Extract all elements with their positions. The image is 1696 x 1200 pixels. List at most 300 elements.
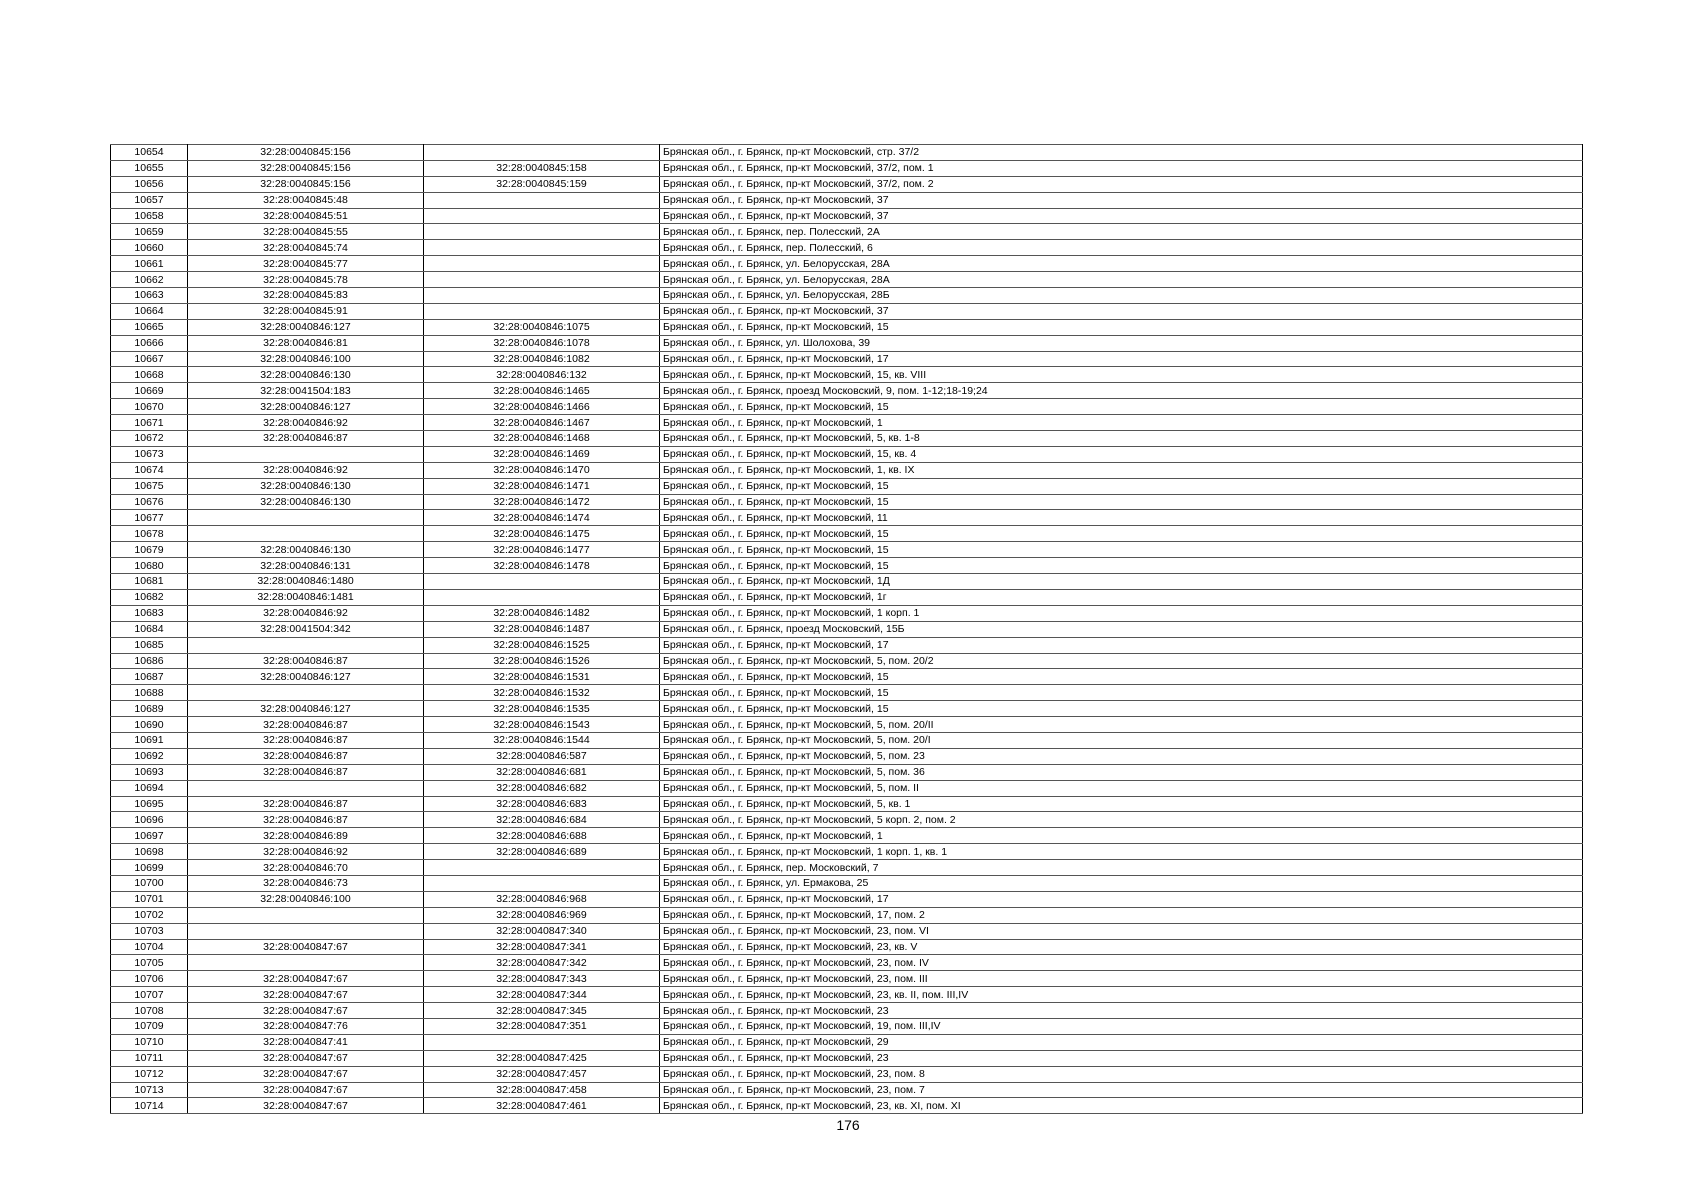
table-row — [111, 780, 1583, 796]
address-cell: Брянская обл., г. Брянск, проезд Московский, 15Б — [660, 621, 1583, 637]
table-row — [111, 621, 1583, 637]
address-cell: Брянская обл., г. Брянск, пр-кт Московский, 23, пом. 8 — [660, 1066, 1583, 1082]
address-cell: Брянская обл., г. Брянск, пр-кт Московский, 37 — [660, 192, 1583, 208]
table-row — [111, 574, 1583, 590]
object-cadastral-number-cell: 32:28:0040846:1475 — [424, 526, 660, 542]
land-cadastral-number-cell: 32:28:0040847:67 — [188, 1082, 424, 1098]
row-number-cell: 10710 — [111, 1034, 188, 1050]
object-cadastral-number-cell: 32:28:0040846:1531 — [424, 669, 660, 685]
row-number-cell: 10691 — [111, 732, 188, 748]
land-cadastral-number-cell: 32:28:0040845:78 — [188, 272, 424, 288]
row-number-cell: 10671 — [111, 415, 188, 431]
table-row — [111, 335, 1583, 351]
object-cadastral-number-cell: 32:28:0040847:344 — [424, 987, 660, 1003]
table-row — [111, 446, 1583, 462]
land-cadastral-number-cell: 32:28:0040847:67 — [188, 987, 424, 1003]
address-cell: Брянская обл., г. Брянск, ул. Белорусская, 28А — [660, 256, 1583, 272]
object-cadastral-number-cell: 32:28:0040846:1532 — [424, 685, 660, 701]
object-cadastral-number-cell: 32:28:0040846:1477 — [424, 542, 660, 558]
address-cell: Брянская обл., г. Брянск, пр-кт Московский, 15 — [660, 399, 1583, 415]
land-cadastral-number-cell: 32:28:0040846:1480 — [188, 574, 424, 590]
row-number-cell: 10707 — [111, 987, 188, 1003]
address-cell: Брянская обл., г. Брянск, пр-кт Московский, 15 — [660, 542, 1583, 558]
table-row — [111, 717, 1583, 733]
land-cadastral-number-cell: 32:28:0040846:87 — [188, 717, 424, 733]
table-body — [111, 145, 1583, 1114]
object-cadastral-number-cell: 32:28:0040847:340 — [424, 923, 660, 939]
land-cadastral-number-cell — [188, 780, 424, 796]
object-cadastral-number-cell: 32:28:0040847:342 — [424, 955, 660, 971]
address-cell: Брянская обл., г. Брянск, ул. Белорусская, 28Б — [660, 288, 1583, 304]
row-number-cell: 10665 — [111, 319, 188, 335]
row-number-cell: 10679 — [111, 542, 188, 558]
land-cadastral-number-cell — [188, 923, 424, 939]
address-cell: Брянская обл., г. Брянск, ул. Белорусская, 28А — [660, 272, 1583, 288]
table-row — [111, 510, 1583, 526]
object-cadastral-number-cell: 32:28:0040846:1469 — [424, 446, 660, 462]
land-cadastral-number-cell: 32:28:0040846:87 — [188, 748, 424, 764]
table-row — [111, 939, 1583, 955]
object-cadastral-number-cell: 32:28:0040846:1472 — [424, 494, 660, 510]
address-cell: Брянская обл., г. Брянск, пр-кт Московский, 15, кв. VIII — [660, 367, 1583, 383]
table-row — [111, 605, 1583, 621]
table-row — [111, 288, 1583, 304]
address-cell: Брянская обл., г. Брянск, пр-кт Московский, 19, пом. III,IV — [660, 1018, 1583, 1034]
address-cell: Брянская обл., г. Брянск, пр-кт Московский, 17 — [660, 891, 1583, 907]
object-cadastral-number-cell: 32:28:0040846:1487 — [424, 621, 660, 637]
object-cadastral-number-cell — [424, 224, 660, 240]
row-number-cell: 10705 — [111, 955, 188, 971]
object-cadastral-number-cell — [424, 192, 660, 208]
table-row — [111, 462, 1583, 478]
land-cadastral-number-cell: 32:28:0040847:76 — [188, 1018, 424, 1034]
object-cadastral-number-cell — [424, 303, 660, 319]
table-row — [111, 1066, 1583, 1082]
land-cadastral-number-cell: 32:28:0040845:91 — [188, 303, 424, 319]
land-cadastral-number-cell: 32:28:0040846:130 — [188, 542, 424, 558]
address-cell: Брянская обл., г. Брянск, пр-кт Московский, 15 — [660, 526, 1583, 542]
object-cadastral-number-cell — [424, 256, 660, 272]
row-number-cell: 10684 — [111, 621, 188, 637]
address-cell: Брянская обл., г. Брянск, пр-кт Московский, 1Д — [660, 574, 1583, 590]
object-cadastral-number-cell: 32:28:0040846:1543 — [424, 717, 660, 733]
table-row — [111, 1018, 1583, 1034]
row-number-cell: 10660 — [111, 240, 188, 256]
row-number-cell: 10689 — [111, 701, 188, 717]
row-number-cell: 10714 — [111, 1098, 188, 1114]
address-cell: Брянская обл., г. Брянск, пер. Полесский, 2А — [660, 224, 1583, 240]
land-cadastral-number-cell: 32:28:0040846:1481 — [188, 589, 424, 605]
land-cadastral-number-cell: 32:28:0040845:55 — [188, 224, 424, 240]
address-cell: Брянская обл., г. Брянск, пр-кт Московский, 1 — [660, 828, 1583, 844]
address-cell: Брянская обл., г. Брянск, пр-кт Московский, 15 — [660, 558, 1583, 574]
table-row — [111, 812, 1583, 828]
row-number-cell: 10695 — [111, 796, 188, 812]
object-cadastral-number-cell: 32:28:0040847:341 — [424, 939, 660, 955]
table-row — [111, 494, 1583, 510]
row-number-cell: 10702 — [111, 907, 188, 923]
row-number-cell: 10667 — [111, 351, 188, 367]
land-cadastral-number-cell: 32:28:0040846:87 — [188, 796, 424, 812]
row-number-cell: 10675 — [111, 478, 188, 494]
land-cadastral-number-cell: 32:28:0040845:77 — [188, 256, 424, 272]
address-cell: Брянская обл., г. Брянск, пр-кт Московский, 1 — [660, 415, 1583, 431]
cadastral-table — [110, 144, 1583, 1114]
address-cell: Брянская обл., г. Брянск, пр-кт Московский, 5, кв. 1-8 — [660, 431, 1583, 447]
object-cadastral-number-cell — [424, 860, 660, 876]
land-cadastral-number-cell: 32:28:0040846:87 — [188, 653, 424, 669]
address-cell: Брянская обл., г. Брянск, ул. Шолохова, 39 — [660, 335, 1583, 351]
row-number-cell: 10678 — [111, 526, 188, 542]
object-cadastral-number-cell: 32:28:0040847:458 — [424, 1082, 660, 1098]
row-number-cell: 10655 — [111, 160, 188, 176]
land-cadastral-number-cell: 32:28:0040846:87 — [188, 812, 424, 828]
object-cadastral-number-cell: 32:28:0040847:461 — [424, 1098, 660, 1114]
land-cadastral-number-cell: 32:28:0040846:87 — [188, 764, 424, 780]
land-cadastral-number-cell: 32:28:0040846:100 — [188, 351, 424, 367]
object-cadastral-number-cell: 32:28:0040846:689 — [424, 844, 660, 860]
land-cadastral-number-cell: 32:28:0040845:156 — [188, 160, 424, 176]
table-row — [111, 526, 1583, 542]
object-cadastral-number-cell: 32:28:0040846:1082 — [424, 351, 660, 367]
row-number-cell: 10663 — [111, 288, 188, 304]
table-row — [111, 748, 1583, 764]
address-cell: Брянская обл., г. Брянск, пр-кт Московский, 11 — [660, 510, 1583, 526]
table-row — [111, 558, 1583, 574]
row-number-cell: 10693 — [111, 764, 188, 780]
row-number-cell: 10701 — [111, 891, 188, 907]
table-row — [111, 1034, 1583, 1050]
land-cadastral-number-cell: 32:28:0040846:127 — [188, 669, 424, 685]
land-cadastral-number-cell: 32:28:0040847:67 — [188, 1050, 424, 1066]
object-cadastral-number-cell: 32:28:0040846:1465 — [424, 383, 660, 399]
object-cadastral-number-cell: 32:28:0040846:1468 — [424, 431, 660, 447]
row-number-cell: 10673 — [111, 446, 188, 462]
row-number-cell: 10711 — [111, 1050, 188, 1066]
address-cell: Брянская обл., г. Брянск, пр-кт Московский, 23, пом. IV — [660, 955, 1583, 971]
row-number-cell: 10659 — [111, 224, 188, 240]
land-cadastral-number-cell: 32:28:0040846:73 — [188, 875, 424, 891]
row-number-cell: 10654 — [111, 145, 188, 161]
object-cadastral-number-cell: 32:28:0040846:1526 — [424, 653, 660, 669]
land-cadastral-number-cell: 32:28:0040846:89 — [188, 828, 424, 844]
object-cadastral-number-cell: 32:28:0040846:968 — [424, 891, 660, 907]
land-cadastral-number-cell: 32:28:0040847:67 — [188, 1003, 424, 1019]
address-cell: Брянская обл., г. Брянск, пр-кт Московский, 5, пом. 36 — [660, 764, 1583, 780]
address-cell: Брянская обл., г. Брянск, пр-кт Московский, 23 — [660, 1050, 1583, 1066]
object-cadastral-number-cell: 32:28:0040846:683 — [424, 796, 660, 812]
address-cell: Брянская обл., г. Брянск, пр-кт Московский, 23, кв. V — [660, 939, 1583, 955]
row-number-cell: 10699 — [111, 860, 188, 876]
table-row — [111, 478, 1583, 494]
table-row — [111, 637, 1583, 653]
address-cell: Брянская обл., г. Брянск, пр-кт Московский, 5, пом. II — [660, 780, 1583, 796]
table-row — [111, 208, 1583, 224]
object-cadastral-number-cell: 32:28:0040846:1544 — [424, 732, 660, 748]
object-cadastral-number-cell: 32:28:0040846:1470 — [424, 462, 660, 478]
land-cadastral-number-cell: 32:28:0040846:131 — [188, 558, 424, 574]
address-cell: Брянская обл., г. Брянск, пр-кт Московский, 1 корп. 1 — [660, 605, 1583, 621]
row-number-cell: 10704 — [111, 939, 188, 955]
row-number-cell: 10703 — [111, 923, 188, 939]
row-number-cell: 10672 — [111, 431, 188, 447]
row-number-cell: 10706 — [111, 971, 188, 987]
table-row — [111, 860, 1583, 876]
row-number-cell: 10709 — [111, 1018, 188, 1034]
row-number-cell: 10674 — [111, 462, 188, 478]
address-cell: Брянская обл., г. Брянск, проезд Московский, 9, пом. 1-12;18-19;24 — [660, 383, 1583, 399]
row-number-cell: 10677 — [111, 510, 188, 526]
land-cadastral-number-cell — [188, 446, 424, 462]
land-cadastral-number-cell: 32:28:0041504:342 — [188, 621, 424, 637]
table-row — [111, 589, 1583, 605]
table-row — [111, 351, 1583, 367]
land-cadastral-number-cell — [188, 685, 424, 701]
address-cell: Брянская обл., г. Брянск, пр-кт Московский, 5, пом. 20/I — [660, 732, 1583, 748]
address-cell: Брянская обл., г. Брянск, пр-кт Московский, 37 — [660, 208, 1583, 224]
land-cadastral-number-cell: 32:28:0040845:83 — [188, 288, 424, 304]
row-number-cell: 10682 — [111, 589, 188, 605]
object-cadastral-number-cell: 32:28:0040846:1478 — [424, 558, 660, 574]
row-number-cell: 10713 — [111, 1082, 188, 1098]
land-cadastral-number-cell: 32:28:0040846:87 — [188, 431, 424, 447]
table-row — [111, 319, 1583, 335]
address-cell: Брянская обл., г. Брянск, пр-кт Московский, 15 — [660, 319, 1583, 335]
table-row — [111, 701, 1583, 717]
object-cadastral-number-cell — [424, 1034, 660, 1050]
object-cadastral-number-cell: 32:28:0040846:1474 — [424, 510, 660, 526]
object-cadastral-number-cell: 32:28:0040846:1471 — [424, 478, 660, 494]
object-cadastral-number-cell — [424, 288, 660, 304]
object-cadastral-number-cell: 32:28:0040846:688 — [424, 828, 660, 844]
row-number-cell: 10686 — [111, 653, 188, 669]
table-row — [111, 367, 1583, 383]
address-cell: Брянская обл., г. Брянск, пр-кт Московский, 23, кв. XI, пом. XI — [660, 1098, 1583, 1114]
land-cadastral-number-cell: 32:28:0040846:81 — [188, 335, 424, 351]
address-cell: Брянская обл., г. Брянск, пр-кт Московский, 37/2, пом. 2 — [660, 176, 1583, 192]
row-number-cell: 10681 — [111, 574, 188, 590]
land-cadastral-number-cell: 32:28:0040846:127 — [188, 701, 424, 717]
address-cell: Брянская обл., г. Брянск, пр-кт Московский, 15, кв. 4 — [660, 446, 1583, 462]
land-cadastral-number-cell: 32:28:0040847:41 — [188, 1034, 424, 1050]
table-row — [111, 764, 1583, 780]
address-cell: Брянская обл., г. Брянск, пр-кт Московский, 23, пом. III — [660, 971, 1583, 987]
address-cell: Брянская обл., г. Брянск, пр-кт Московский, стр. 37/2 — [660, 145, 1583, 161]
row-number-cell: 10668 — [111, 367, 188, 383]
address-cell: Брянская обл., г. Брянск, пр-кт Московский, 15 — [660, 669, 1583, 685]
object-cadastral-number-cell: 32:28:0040846:969 — [424, 907, 660, 923]
land-cadastral-number-cell — [188, 637, 424, 653]
row-number-cell: 10700 — [111, 875, 188, 891]
table-row — [111, 272, 1583, 288]
address-cell: Брянская обл., г. Брянск, пр-кт Московский, 17 — [660, 637, 1583, 653]
object-cadastral-number-cell — [424, 208, 660, 224]
land-cadastral-number-cell: 32:28:0040846:92 — [188, 605, 424, 621]
table-row — [111, 145, 1583, 161]
row-number-cell: 10690 — [111, 717, 188, 733]
address-cell: Брянская обл., г. Брянск, ул. Ермакова, 25 — [660, 875, 1583, 891]
table-row — [111, 796, 1583, 812]
row-number-cell: 10683 — [111, 605, 188, 621]
object-cadastral-number-cell: 32:28:0040846:1535 — [424, 701, 660, 717]
row-number-cell: 10694 — [111, 780, 188, 796]
table-row — [111, 891, 1583, 907]
land-cadastral-number-cell: 32:28:0040846:92 — [188, 844, 424, 860]
address-cell: Брянская обл., г. Брянск, пр-кт Московский, 23, кв. II, пом. III,IV — [660, 987, 1583, 1003]
address-cell: Брянская обл., г. Брянск, пр-кт Московский, 37/2, пом. 1 — [660, 160, 1583, 176]
row-number-cell: 10666 — [111, 335, 188, 351]
address-cell: Брянская обл., г. Брянск, пр-кт Московский, 17, пом. 2 — [660, 907, 1583, 923]
table-row — [111, 303, 1583, 319]
address-cell: Брянская обл., г. Брянск, пр-кт Московский, 17 — [660, 351, 1583, 367]
land-cadastral-number-cell: 32:28:0040846:130 — [188, 367, 424, 383]
table-row — [111, 1050, 1583, 1066]
object-cadastral-number-cell: 32:28:0040846:1467 — [424, 415, 660, 431]
table-row — [111, 732, 1583, 748]
address-cell: Брянская обл., г. Брянск, пр-кт Московский, 23, пом. VI — [660, 923, 1583, 939]
land-cadastral-number-cell: 32:28:0040845:156 — [188, 176, 424, 192]
table-row — [111, 383, 1583, 399]
row-number-cell: 10680 — [111, 558, 188, 574]
address-cell: Брянская обл., г. Брянск, пер. Полесский, 6 — [660, 240, 1583, 256]
row-number-cell: 10696 — [111, 812, 188, 828]
land-cadastral-number-cell: 32:28:0040846:92 — [188, 415, 424, 431]
table-row — [111, 907, 1583, 923]
address-cell: Брянская обл., г. Брянск, пр-кт Московский, 23, пом. 7 — [660, 1082, 1583, 1098]
table-row — [111, 240, 1583, 256]
table-row — [111, 844, 1583, 860]
page-number: 176 — [836, 1117, 860, 1133]
row-number-cell: 10685 — [111, 637, 188, 653]
table-row — [111, 1098, 1583, 1114]
object-cadastral-number-cell — [424, 875, 660, 891]
object-cadastral-number-cell — [424, 589, 660, 605]
land-cadastral-number-cell: 32:28:0040846:87 — [188, 732, 424, 748]
table-row — [111, 923, 1583, 939]
row-number-cell: 10662 — [111, 272, 188, 288]
table-row — [111, 987, 1583, 1003]
object-cadastral-number-cell: 32:28:0040847:351 — [424, 1018, 660, 1034]
table-row — [111, 971, 1583, 987]
address-cell: Брянская обл., г. Брянск, пр-кт Московский, 1г — [660, 589, 1583, 605]
row-number-cell: 10658 — [111, 208, 188, 224]
object-cadastral-number-cell: 32:28:0040847:457 — [424, 1066, 660, 1082]
table-row — [111, 160, 1583, 176]
table-row — [111, 192, 1583, 208]
land-cadastral-number-cell: 32:28:0040847:67 — [188, 971, 424, 987]
land-cadastral-number-cell: 32:28:0041504:183 — [188, 383, 424, 399]
object-cadastral-number-cell: 32:28:0040846:1482 — [424, 605, 660, 621]
object-cadastral-number-cell — [424, 272, 660, 288]
land-cadastral-number-cell: 32:28:0040847:67 — [188, 939, 424, 955]
object-cadastral-number-cell: 32:28:0040847:345 — [424, 1003, 660, 1019]
table-row — [111, 399, 1583, 415]
land-cadastral-number-cell — [188, 955, 424, 971]
table-row — [111, 431, 1583, 447]
object-cadastral-number-cell: 32:28:0040846:682 — [424, 780, 660, 796]
row-number-cell: 10697 — [111, 828, 188, 844]
object-cadastral-number-cell: 32:28:0040847:425 — [424, 1050, 660, 1066]
land-cadastral-number-cell: 32:28:0040845:48 — [188, 192, 424, 208]
table-row — [111, 256, 1583, 272]
address-cell: Брянская обл., г. Брянск, пр-кт Московский, 23 — [660, 1003, 1583, 1019]
row-number-cell: 10698 — [111, 844, 188, 860]
address-cell: Брянская обл., г. Брянск, пр-кт Московский, 15 — [660, 685, 1583, 701]
land-cadastral-number-cell: 32:28:0040846:100 — [188, 891, 424, 907]
land-cadastral-number-cell: 32:28:0040846:92 — [188, 462, 424, 478]
address-cell: Брянская обл., г. Брянск, пр-кт Московский, 1 корп. 1, кв. 1 — [660, 844, 1583, 860]
land-cadastral-number-cell: 32:28:0040846:130 — [188, 494, 424, 510]
table-row — [111, 1082, 1583, 1098]
address-cell: Брянская обл., г. Брянск, пр-кт Московский, 37 — [660, 303, 1583, 319]
object-cadastral-number-cell — [424, 240, 660, 256]
object-cadastral-number-cell: 32:28:0040846:1078 — [424, 335, 660, 351]
address-cell: Брянская обл., г. Брянск, пр-кт Московский, 1, кв. IX — [660, 462, 1583, 478]
land-cadastral-number-cell: 32:28:0040845:156 — [188, 145, 424, 161]
object-cadastral-number-cell: 32:28:0040846:132 — [424, 367, 660, 383]
row-number-cell: 10676 — [111, 494, 188, 510]
table-row — [111, 415, 1583, 431]
object-cadastral-number-cell: 32:28:0040846:681 — [424, 764, 660, 780]
land-cadastral-number-cell: 32:28:0040847:67 — [188, 1098, 424, 1114]
land-cadastral-number-cell: 32:28:0040845:74 — [188, 240, 424, 256]
address-cell: Брянская обл., г. Брянск, пр-кт Московский, 5 корп. 2, пом. 2 — [660, 812, 1583, 828]
table-row — [111, 224, 1583, 240]
object-cadastral-number-cell: 32:28:0040846:1525 — [424, 637, 660, 653]
table-row — [111, 542, 1583, 558]
row-number-cell: 10664 — [111, 303, 188, 319]
table-row — [111, 669, 1583, 685]
object-cadastral-number-cell: 32:28:0040845:159 — [424, 176, 660, 192]
address-cell: Брянская обл., г. Брянск, пр-кт Московский, 15 — [660, 478, 1583, 494]
row-number-cell: 10692 — [111, 748, 188, 764]
address-cell: Брянская обл., г. Брянск, пр-кт Московский, 5, пом. 20/II — [660, 717, 1583, 733]
address-cell: Брянская обл., г. Брянск, пр-кт Московский, 5, пом. 20/2 — [660, 653, 1583, 669]
land-cadastral-number-cell: 32:28:0040846:130 — [188, 478, 424, 494]
land-cadastral-number-cell: 32:28:0040846:70 — [188, 860, 424, 876]
object-cadastral-number-cell — [424, 574, 660, 590]
address-cell: Брянская обл., г. Брянск, пр-кт Московский, 15 — [660, 494, 1583, 510]
table-row — [111, 1003, 1583, 1019]
land-cadastral-number-cell — [188, 510, 424, 526]
table-row — [111, 685, 1583, 701]
row-number-cell: 10669 — [111, 383, 188, 399]
object-cadastral-number-cell — [424, 145, 660, 161]
row-number-cell: 10661 — [111, 256, 188, 272]
address-cell: Брянская обл., г. Брянск, пр-кт Московский, 5, кв. 1 — [660, 796, 1583, 812]
land-cadastral-number-cell: 32:28:0040845:51 — [188, 208, 424, 224]
object-cadastral-number-cell: 32:28:0040847:343 — [424, 971, 660, 987]
row-number-cell: 10656 — [111, 176, 188, 192]
table-row — [111, 955, 1583, 971]
row-number-cell: 10687 — [111, 669, 188, 685]
land-cadastral-number-cell: 32:28:0040846:127 — [188, 399, 424, 415]
address-cell: Брянская обл., г. Брянск, пр-кт Московский, 15 — [660, 701, 1583, 717]
land-cadastral-number-cell: 32:28:0040846:127 — [188, 319, 424, 335]
row-number-cell: 10712 — [111, 1066, 188, 1082]
row-number-cell: 10708 — [111, 1003, 188, 1019]
address-cell: Брянская обл., г. Брянск, пр-кт Московский, 29 — [660, 1034, 1583, 1050]
row-number-cell: 10657 — [111, 192, 188, 208]
row-number-cell: 10688 — [111, 685, 188, 701]
address-cell: Брянская обл., г. Брянск, пр-кт Московский, 5, пом. 23 — [660, 748, 1583, 764]
object-cadastral-number-cell: 32:28:0040846:1466 — [424, 399, 660, 415]
table-row — [111, 176, 1583, 192]
address-cell: Брянская обл., г. Брянск, пер. Московский, 7 — [660, 860, 1583, 876]
table-row — [111, 875, 1583, 891]
object-cadastral-number-cell: 32:28:0040845:158 — [424, 160, 660, 176]
land-cadastral-number-cell — [188, 907, 424, 923]
